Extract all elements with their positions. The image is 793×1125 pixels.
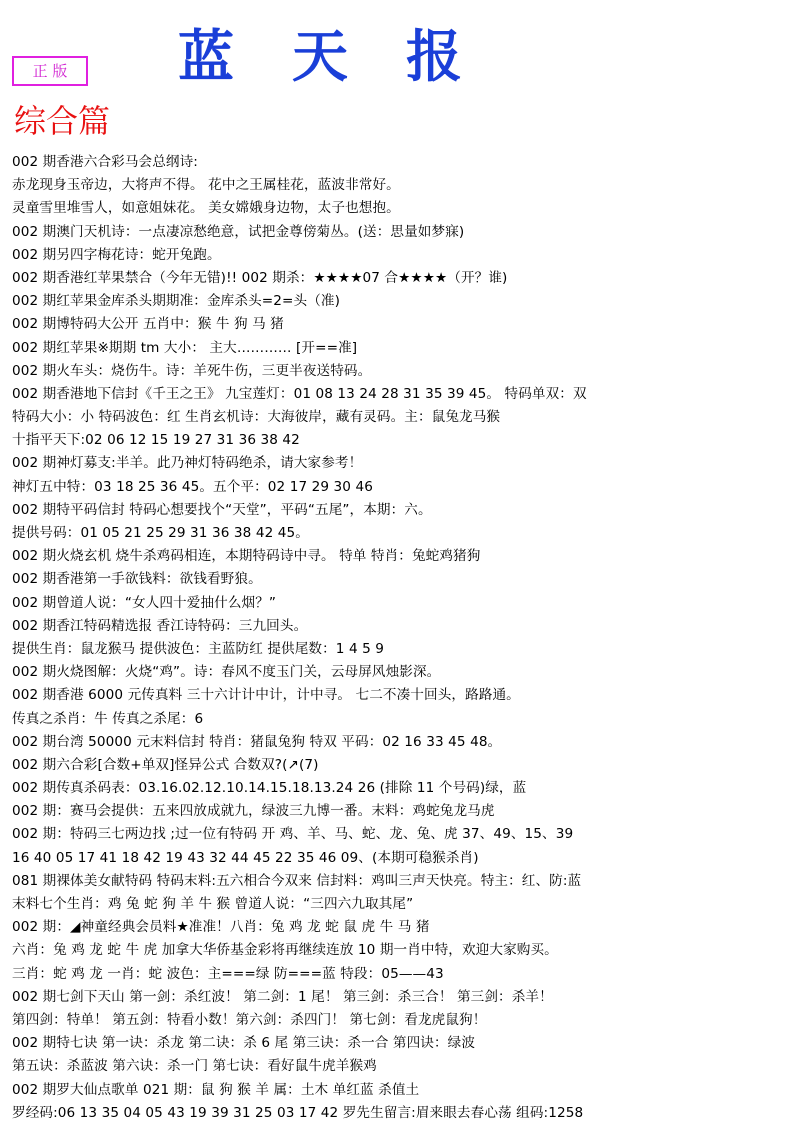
text-line: 002 期另四字梅花诗：蛇开兔跑。	[12, 246, 221, 263]
text-line: 灵童雪里堆雪人，如意姐妹花。 美女嫦娥身边物，太子也想抱。	[12, 200, 400, 217]
text-line: 002 期台湾 50000 元末料信封 特肖：猪鼠兔狗 特双 平码：02 16 33 45 48。	[12, 733, 502, 750]
text-line: 002 期香港六合彩马会总纲诗:	[12, 154, 198, 170]
text-line: 提供号码：01 05 21 25 29 31 36 38 42 45。	[12, 525, 309, 541]
authentic-badge: 正 版	[12, 56, 88, 86]
text-line: 神灯五中特：03 18 25 36 45。五个平：02 17 29 30 46	[12, 478, 373, 495]
text-line: 002 期香港 6000 元传真料 三十六计计中计，计中寻。 七二不凑十回头，路路通。	[12, 687, 520, 704]
text-line: 002 期火烧图解：火烧“鸡”。诗：春风不度玉门关，云母屏风烛影深。	[12, 664, 441, 681]
text-line: 第四剑：特单！ 第五剑：特看小数！第六剑：杀四门！ 第七剑：看龙虎鼠狗！	[12, 1011, 487, 1028]
text-line: 传真之杀肖：牛 传真之杀尾：6	[12, 710, 204, 727]
text-line: 16 40 05 17 41 18 42 19 43 32 44 45 22 35 46 09、(本期可稳猴杀肖)	[12, 849, 479, 866]
text-line: 特码大小：小 特码波色：红 生肖玄机诗：大海彼岸，藏有灵码。主：鼠兔龙马猴	[12, 409, 501, 426]
text-line: 002 期红苹果金库杀头期期准：金库杀头=2=头（准)	[12, 293, 340, 310]
text-line: 002 期火烧玄机 烧牛杀鸡码相连，本期特码诗中寻。 特单 特肖：兔蛇鸡猪狗	[12, 548, 481, 565]
text-line: 002 期香港第一手欲钱料：欲钱看野狼。	[12, 571, 262, 588]
text-line: 002 期传真杀码表：03.16.02.12.10.14.15.18.13.24 26 (排除 11 个号码)绿，蓝	[12, 780, 527, 797]
text-line: 三肖：蛇 鸡 龙 一肖：蛇 波色：主===绿 防===蓝 特段：05——43	[12, 965, 444, 982]
text-line: 002 期曾道人说：“女人四十爱抽什么烟？”	[12, 594, 277, 611]
section-title: 综合篇	[14, 102, 111, 140]
text-line: 002 期：赛马会提供：五来四放成就九，绿波三九博一番。末料：鸡蛇兔龙马虎	[12, 803, 495, 820]
text-line: 002 期博特码大公开 五肖中：猴 牛 狗 马 猪	[12, 316, 284, 333]
text-line: 002 期澳门天机诗：一点凄凉愁绝意，试把金尊傍菊丛。(送：思量如梦寐)	[12, 223, 465, 240]
text-line: 罗经码:06 13 35 04 05 43 19 39 31 25 03 17 42 罗先生留言:眉来眼去春心荡 组码:1258	[12, 1104, 584, 1121]
text-line: 002 期特七诀 第一诀：杀龙 第二诀：杀 6 尾 第三诀：杀一合 第四诀：绿波	[12, 1035, 476, 1052]
text-line: 002 期：特码三七两边找 ;过一位有特码 开 鸡、羊、马、蛇、龙、兔、虎 37、49、15、39	[12, 826, 574, 843]
text-line: 002 期香港地下信封《千王之王》 九宝莲灯：01 08 13 24 28 31 35 39 45。 特码单双：双	[12, 385, 587, 402]
text-line: 002 期香江特码精选报 香江诗特码：三九回头。	[12, 617, 308, 634]
text-line: 002 期特平码信封 特码心想要找个“天堂”，平码“五尾”，本期：六。	[12, 501, 432, 518]
text-line: 002 期神灯募支:半羊。此乃神灯特码绝杀，请大家参考！	[12, 455, 363, 472]
text-line: 002 期：◢神童经典会员料★准准！八肖：兔 鸡 龙 蛇 鼠 虎 牛 马 猪	[12, 919, 430, 936]
text-line: 002 期七剑下天山 第一剑：杀红波！ 第二剑：1 尾！ 第三剑：杀三合！ 第三剑：杀羊！	[12, 988, 553, 1005]
text-line: 002 期罗大仙点歌单 021 期：鼠 狗 猴 羊 属：土木 单红蓝 杀值土	[12, 1081, 420, 1098]
text-line: 十指平天下:02 06 12 15 19 27 31 36 38 42	[12, 432, 300, 449]
newspaper-masthead: 蓝天报	[178, 24, 520, 90]
article-body	[12, 151, 784, 1125]
text-line: 提供生肖：鼠龙猴马 提供波色：主蓝防红 提供尾数：1 4 5 9	[12, 640, 385, 657]
text-line: 六肖：兔 鸡 龙 蛇 牛 虎 加拿大华侨基金彩将再继续连放 10 期一肖中特，欢迎大家购买。	[12, 942, 558, 959]
text-line: 081 期裸体美女献特码 特码末料:五六相合今双来 信封料：鸡叫三声天快亮。特主：红、防:蓝	[12, 872, 582, 889]
text-line: 002 期香港红苹果禁合（今年无错)!! 002 期杀：★★★★07 合★★★★（开？谁)	[12, 269, 508, 286]
text-line: 002 期六合彩[合数+单双]怪异公式 合数双?(↗(7)	[12, 756, 319, 773]
text-line: 第五诀：杀蓝波 第六诀：杀一门 第七诀：看好鼠牛虎羊猴鸡	[12, 1058, 377, 1075]
text-line: 赤龙现身玉帝边，大将声不得。 花中之王属桂花，蓝波非常好。	[12, 177, 400, 194]
text-line: 末料七个生肖：鸡 兔 蛇 狗 羊 牛 猴 曾道人说：“三四六九取其尾”	[12, 896, 414, 912]
text-line: 002 期火车头：烧伤牛。诗：羊死牛伤，三更半夜送特码。	[12, 362, 372, 379]
text-line: 002 期红苹果※期期 tm 大小： 主大………… [开==准]	[12, 339, 358, 356]
